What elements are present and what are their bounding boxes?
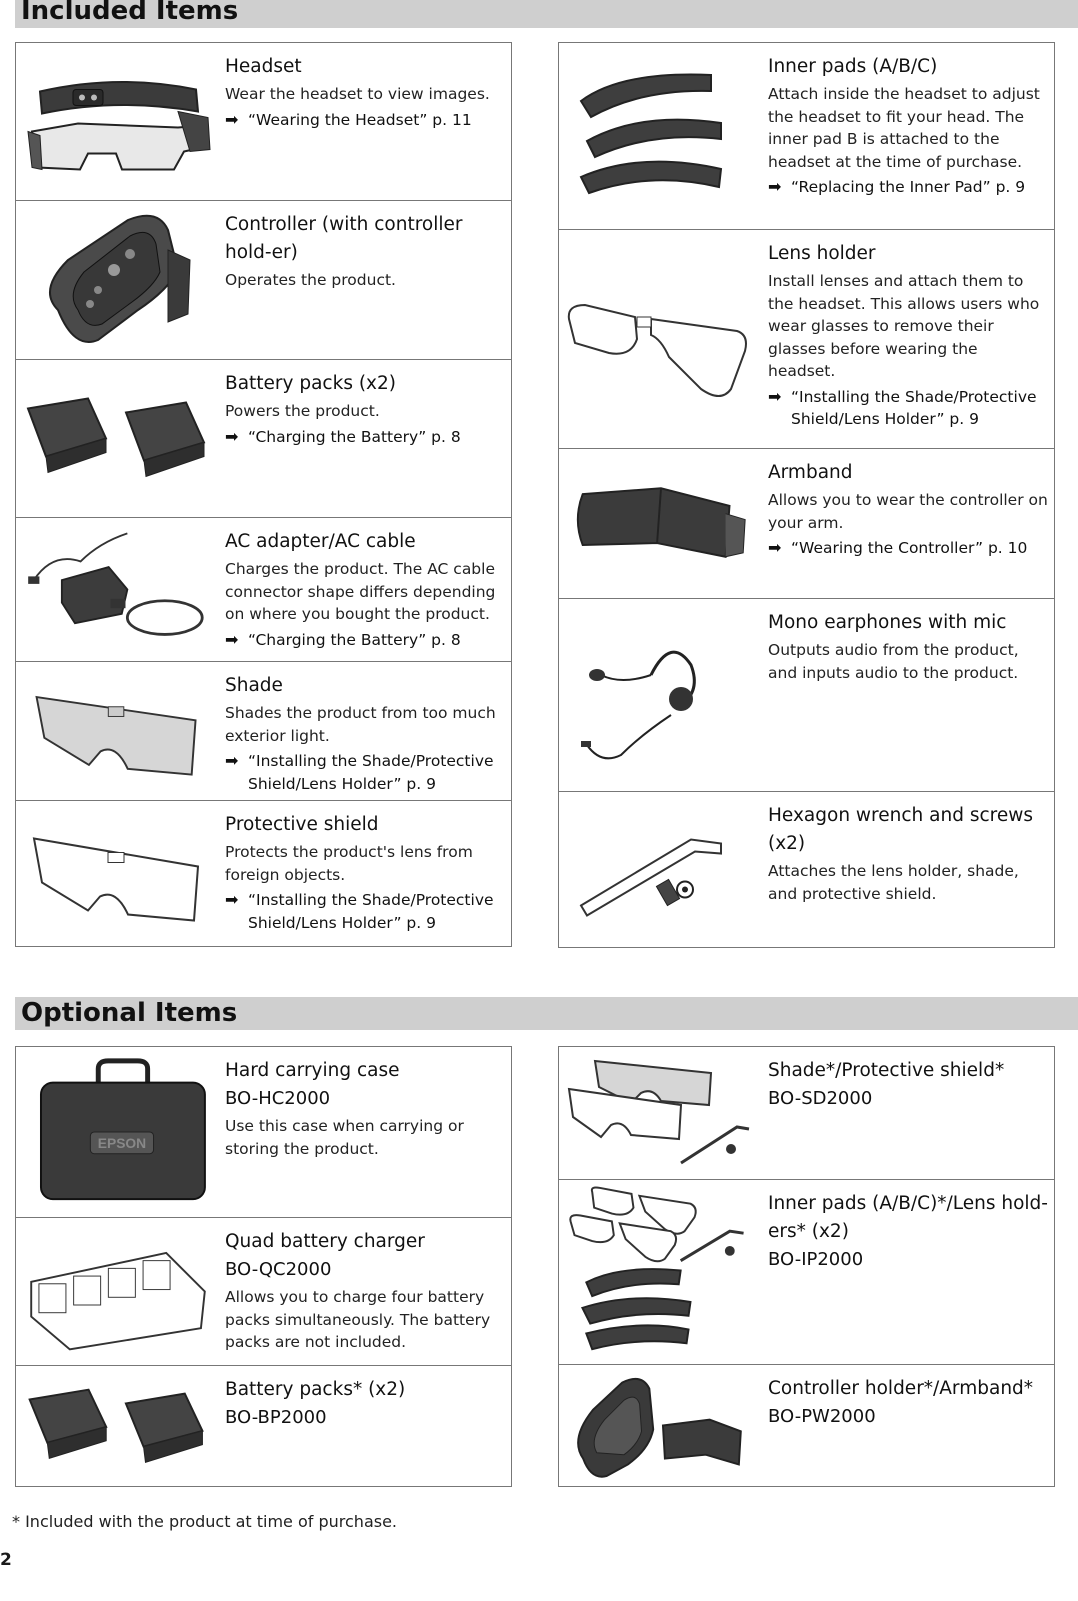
item-title: Controller (with controller hold-er)	[225, 214, 463, 263]
page-reference: ➡ “Installing the Shade/Protective Shield/Lens Holder” p. 9	[225, 751, 494, 793]
hexagon-wrench-image	[561, 798, 761, 941]
item-description: Charges the product. The AC cable connector shape differs depending on where you bought the product.	[225, 560, 496, 623]
epson-logo: EPSON	[97, 1134, 147, 1151]
item-title: Battery packs* (x2)	[225, 1379, 406, 1400]
arrow-right-icon: ➡	[768, 177, 782, 196]
item-description: Allows you to wear the controller on your arm.	[768, 491, 1048, 532]
item-title: AC adapter/AC cable	[225, 531, 416, 552]
armband-image	[561, 455, 761, 592]
page-reference: ➡ “Wearing the Headset” p. 11	[225, 109, 505, 132]
arrow-right-icon: ➡	[225, 426, 239, 446]
item-row-battery-packs	[15, 360, 512, 518]
inner-pads-image	[561, 49, 761, 223]
item-row-quad-battery-charger	[15, 1218, 512, 1366]
item-title: Headset	[225, 56, 302, 77]
quad-battery-charger-image	[18, 1224, 218, 1359]
arrow-right-icon: ➡	[225, 109, 239, 129]
item-row-ac-adapter	[15, 518, 512, 662]
item-title: Quad battery charger	[225, 1231, 425, 1252]
item-row-shade	[15, 662, 512, 801]
hard-carrying-case-image	[18, 1053, 218, 1211]
item-model: BO-HC2000	[225, 1088, 331, 1109]
optional-left-table	[15, 1046, 512, 1487]
item-row-hard-carrying-case	[15, 1047, 512, 1218]
item-description: Shades the product from too much exterior light.	[225, 704, 496, 745]
item-description: Protects the product's lens from foreign objects.	[225, 843, 473, 884]
item-title: Lens holder	[768, 243, 876, 264]
item-row-lens-holder	[558, 230, 1055, 449]
item-title: Battery packs (x2)	[225, 373, 396, 394]
item-description: Use this case when carrying or storing the product.	[225, 1117, 464, 1158]
item-description: Powers the product.	[225, 402, 380, 420]
item-row-protective-shield	[15, 801, 512, 947]
arrow-right-icon: ➡	[768, 386, 782, 406]
included-left-table	[15, 42, 512, 947]
item-title: Mono earphones with mic	[768, 612, 1007, 633]
controller-holder-armband-image	[561, 1371, 761, 1480]
item-description: Attaches the lens holder, shade, and protective shield.	[768, 862, 1019, 903]
page-reference: ➡ “Replacing the Inner Pad” p. 9	[768, 176, 1048, 199]
arrow-right-icon: ➡	[225, 629, 239, 649]
arrow-right-icon: ➡	[768, 538, 782, 557]
item-row-inner-pads-lens-holders	[558, 1180, 1055, 1365]
item-description: Operates the product.	[225, 271, 396, 289]
item-title: Hard carrying case	[225, 1060, 400, 1081]
item-row-mono-earphones	[558, 599, 1055, 792]
item-row-headset	[15, 43, 512, 201]
ac-adapter-image	[18, 524, 218, 655]
item-row-battery-packs-optional	[15, 1366, 512, 1487]
shade-image	[18, 668, 218, 794]
arrow-right-icon: ➡	[225, 751, 239, 770]
page-reference: ➡ “Installing the Shade/Protective Shield/Lens Holder” p. 9	[768, 386, 1037, 428]
controller-image	[18, 207, 218, 353]
page-reference: ➡ “Installing the Shade/Protective Shield/Lens Holder” p. 9	[225, 890, 494, 932]
item-row-armband	[558, 449, 1055, 599]
item-title: Shade	[225, 675, 283, 696]
battery-packs-optional-image	[18, 1372, 218, 1480]
item-description: Install lenses and attach them to the headset. This allows users who wear glasses to remove their glasses before wearing the headset.	[768, 272, 1040, 380]
item-title: Shade*/Protective shield*	[768, 1060, 1005, 1081]
lens-holder-image	[561, 236, 761, 442]
page-reference: ➡ “Wearing the Controller” p. 10	[768, 537, 1048, 560]
item-description: Outputs audio from the product, and inputs audio to the product.	[768, 641, 1019, 682]
mono-earphones-image	[561, 605, 761, 785]
included-right-table	[558, 42, 1055, 948]
item-model: BO-SD2000	[768, 1088, 873, 1109]
item-title: Controller holder*/Armband*	[768, 1378, 1034, 1399]
headset-image	[18, 49, 218, 194]
footnote: * Included with the product at time of purchase.	[12, 1512, 398, 1531]
item-row-inner-pads	[558, 43, 1055, 230]
item-description: Allows you to charge four battery packs simultaneously. The battery packs are not included.	[225, 1288, 491, 1351]
inner-pads-lens-holders-image	[561, 1186, 761, 1358]
shade-protective-shield-image	[561, 1053, 761, 1173]
arrow-right-icon: ➡	[225, 890, 239, 909]
optional-items-heading: Optional Items	[15, 997, 1078, 1030]
item-row-controller	[15, 201, 512, 360]
item-description: Wear the headset to view images.	[225, 85, 490, 103]
item-title: Armband	[768, 462, 853, 483]
item-model: BO-PW2000	[768, 1406, 876, 1427]
page-number: 2	[0, 1550, 12, 1570]
item-model: BO-BP2000	[225, 1407, 327, 1428]
item-title: Hexagon wrench and screws (x2)	[768, 805, 1033, 854]
battery-packs-image	[18, 366, 218, 511]
item-description: Attach inside the headset to adjust the headset to fit your head. The inner pad B is attached to the headset at the time of purchase.	[768, 85, 1040, 171]
optional-right-table	[558, 1046, 1055, 1487]
item-model: BO-QC2000	[225, 1259, 332, 1280]
protective-shield-image	[18, 807, 218, 940]
item-title: Protective shield	[225, 814, 379, 835]
page-reference: ➡ “Charging the Battery” p. 8	[225, 426, 505, 449]
item-row-shade-protective-shield	[558, 1047, 1055, 1180]
item-title: Inner pads (A/B/C)*/Lens hold-ers* (x2)	[768, 1193, 1048, 1242]
item-row-hexagon-wrench	[558, 792, 1055, 948]
included-items-heading: Included Items	[15, 0, 1078, 28]
item-model: BO-IP2000	[768, 1249, 864, 1270]
item-title: Inner pads (A/B/C)	[768, 56, 938, 77]
item-row-controller-holder-armband	[558, 1365, 1055, 1487]
page-reference: ➡ “Charging the Battery” p. 8	[225, 629, 505, 652]
